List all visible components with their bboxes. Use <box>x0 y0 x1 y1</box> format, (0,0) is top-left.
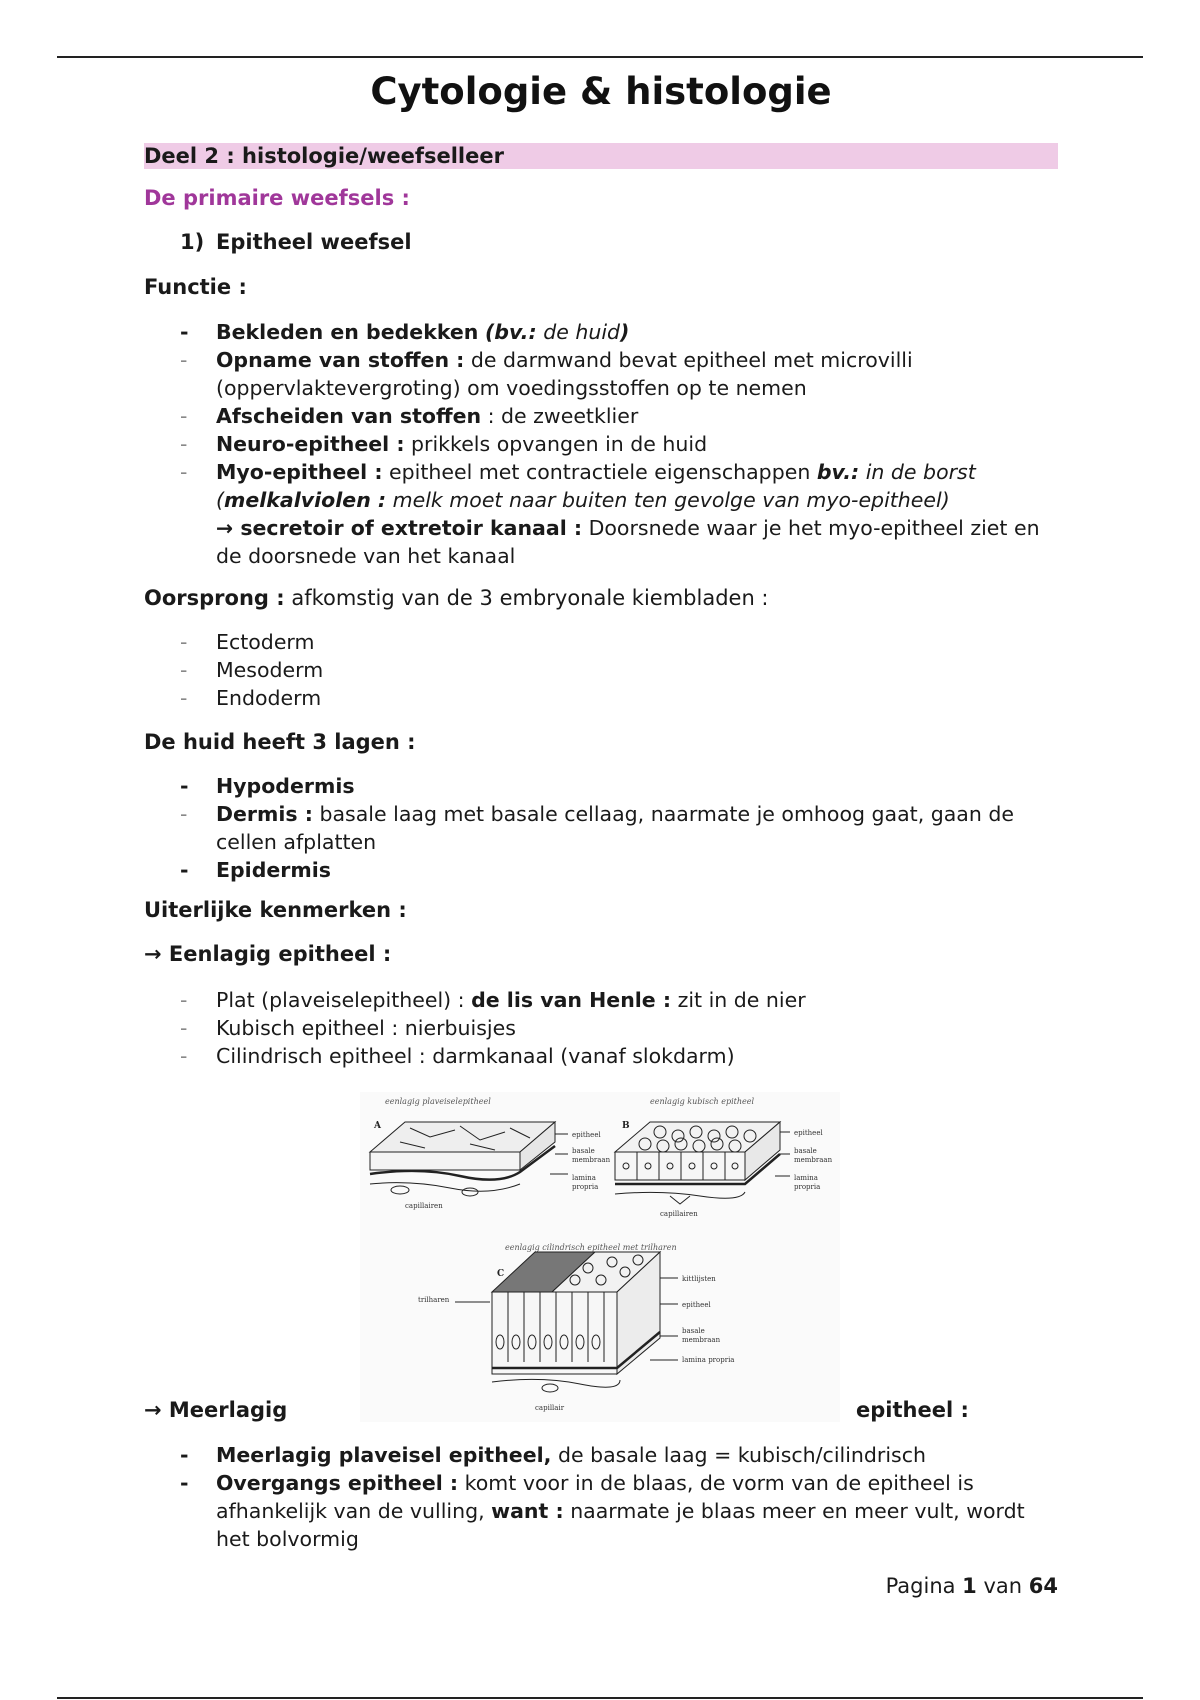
panel-b-letter: B <box>622 1121 630 1131</box>
oorsprong-line: Oorsprong : afkomstig van de 3 embryonale kiembladen : <box>144 586 769 610</box>
panel-b-label: membraan <box>794 1156 833 1164</box>
panel-a-label: lamina <box>572 1174 596 1182</box>
panel-a-title: eenlagig plaveiselepitheel <box>385 1097 491 1106</box>
panel-c-label: capillair <box>535 1404 565 1412</box>
panel-c-letter: C <box>497 1269 505 1279</box>
epithelium-illustration <box>360 1092 840 1422</box>
list-item: - Plat (plaveiselepitheel) : de lis van Henle : zit in de nier <box>180 988 806 1012</box>
numbered-heading <box>180 230 412 254</box>
functie-list <box>180 318 1060 570</box>
panel-a-label: membraan <box>572 1156 611 1164</box>
list-item: - Endoderm <box>180 686 322 710</box>
panel-c-title: eenlagig cilindrisch epitheel met trilharen <box>505 1243 677 1252</box>
list-item: - Afscheiden van stoffen : de zweetklier <box>180 404 639 428</box>
panel-a-letter: A <box>374 1121 381 1131</box>
list-item: - Overgangs epitheel : komt voor in de blaas, de vorm van de epitheel is afhankelijk van de vulling, want : naarmate je blaas meer en meer vult, wordt het bolvormig <box>180 1471 1025 1551</box>
eenlagig-list <box>180 986 1060 1070</box>
panel-a-label: epitheel <box>572 1131 601 1139</box>
panel-c-label: membraan <box>682 1336 721 1344</box>
list-item: - Bekleden en bedekken (bv.: de huid) <box>180 320 630 344</box>
subheading-primary-tissues: De primaire weefsels : <box>144 186 410 210</box>
meerlagig-heading-right: epitheel : <box>856 1398 969 1422</box>
panel-c-label: kittlijsten <box>682 1275 716 1283</box>
bottom-rule <box>57 1697 1143 1699</box>
panel-c-label: trilharen <box>418 1296 450 1304</box>
list-item: - Meerlagig plaveisel epitheel, de basale laag = kubisch/cilindrisch <box>180 1443 926 1467</box>
top-rule <box>57 56 1143 58</box>
panel-b-label: epitheel <box>794 1129 823 1137</box>
panel-b-title: eenlagig kubisch epitheel <box>650 1097 755 1106</box>
numbered-heading-label: Epitheel weefsel <box>216 230 412 254</box>
panel-b-label: basale <box>794 1147 817 1155</box>
list-item: - Ectoderm <box>180 630 315 654</box>
huid-list <box>180 772 1060 884</box>
panel-b-label: capillairen <box>660 1210 698 1218</box>
panel-a-label: basale <box>572 1147 595 1155</box>
functie-heading: Functie : <box>144 275 247 299</box>
list-item: - Kubisch epitheel : nierbuisjes <box>180 1016 516 1040</box>
list-item: - Epidermis <box>180 858 331 882</box>
panel-c-label: basale <box>682 1327 705 1335</box>
panel-c-label: lamina propria <box>682 1356 735 1364</box>
list-item: - Dermis : basale laag met basale cellaag, naarmate je omhoog gaat, gaan de cellen afplatten <box>180 802 1015 854</box>
list-item: - Mesoderm <box>180 658 324 682</box>
panel-c-label: epitheel <box>682 1301 711 1309</box>
section-header-highlight: Deel 2 : histologie/weefselleer <box>144 143 1058 169</box>
total-pages: 64 <box>1028 1574 1058 1598</box>
meerlagig-heading-left: → Meerlagig <box>144 1398 288 1422</box>
list-item: - Neuro-epitheel : prikkels opvangen in de huid <box>180 432 708 456</box>
list-item: - Opname van stoffen : de darmwand bevat epitheel met microvilli (oppervlaktevergroting) om voedingsstoffen op te nemen <box>180 348 913 400</box>
panel-a-label: capillairen <box>405 1202 443 1210</box>
oorsprong-list <box>180 628 1060 712</box>
number-label: 1) <box>180 230 205 254</box>
current-page: 1 <box>962 1574 977 1598</box>
eenlagig-heading: → Eenlagig epitheel : <box>144 942 392 966</box>
list-item: - Hypodermis <box>180 774 355 798</box>
panel-b-label: lamina <box>794 1174 818 1182</box>
page-footer: Pagina 1 van 64 <box>885 1574 1058 1598</box>
huid-heading: De huid heeft 3 lagen : <box>144 730 416 754</box>
list-item: - Myo-epitheel : epitheel met contractiele eigenschappen bv.: in de borst (melkalviolen : melk moet naar buiten ten gevolge van myo-epitheel) → secretoir of extretoir kanaal : Doorsnede waar je het myo-epitheel ziet en de doorsnede van het kanaal <box>180 460 1040 568</box>
page-title: Cytologie & histologie <box>370 70 832 113</box>
meerlagig-list <box>180 1441 1060 1553</box>
panel-a-label: propria <box>572 1183 599 1191</box>
list-item: - Cilindrisch epitheel : darmkanaal (vanaf slokdarm) <box>180 1044 735 1068</box>
panel-b-label: propria <box>794 1183 821 1191</box>
uiterlijk-heading: Uiterlijke kenmerken : <box>144 898 407 922</box>
